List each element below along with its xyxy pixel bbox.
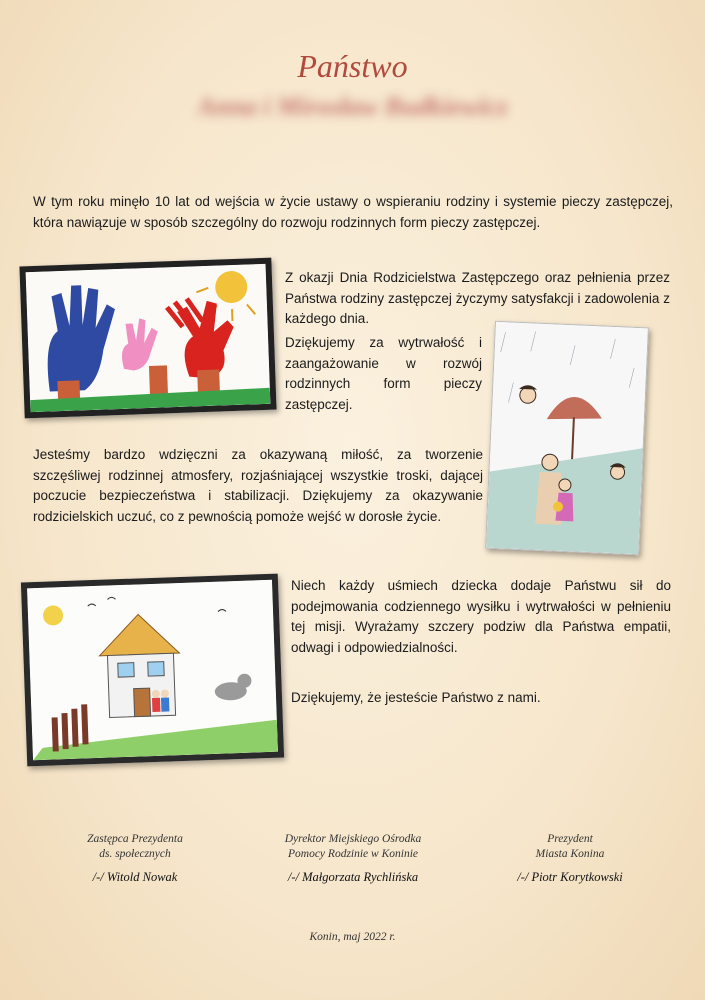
signature-mayor bbox=[475, 832, 665, 885]
place-date: Konin, maj 2022 r. bbox=[309, 931, 396, 943]
paragraph-closing: Dziękujemy, że jesteście Państwo z nami. bbox=[291, 690, 541, 705]
signature-role-line2: ds. społecznych bbox=[99, 848, 171, 860]
signature-name: /-/ Małgorzata Rychlińska bbox=[287, 870, 419, 884]
paragraph-thanks: Dziękujemy za wytrwałość i zaangażowanie w rozwój rodzinnych form pieczy zastępczej. bbox=[285, 335, 482, 412]
handprints-drawing bbox=[19, 258, 276, 419]
paragraph-intro: W tym roku minęło 10 lat od wejścia w życie ustawy o wspieraniu rodziny i systemie pieczy zastępczej, która nawiązuje w sposób szczególny do rozwoju rodzinnych form pieczy zastępczej. bbox=[33, 194, 673, 230]
recipients-names-blurred: Anna i Mirosław Budkiewicz bbox=[197, 92, 508, 121]
signature-role: Zastępca Prezydenta bbox=[87, 833, 183, 845]
signature-role-line2: Miasta Konina bbox=[535, 848, 605, 860]
signature-name: /-/ Piotr Korytkowski bbox=[517, 870, 623, 884]
umbrella-family-drawing bbox=[485, 321, 649, 556]
house-drawing bbox=[21, 574, 284, 767]
paragraph-wishes: Z okazji Dnia Rodzicielstwa Zastępczego oraz pełnienia przez Państwa rodziny zastępczej życzymy satysfakcji i zadowolenia z każdego dnia. bbox=[285, 270, 670, 326]
paragraph-gratitude: Jesteśmy bardzo wdzięczni za okazywaną miłość, za tworzenie szczęśliwej rodzinnej atmosfery, rozjaśniającej wszystkie troski, dającej poczucie bezpieczeństwa i stabilizacji. Dziękujemy za okazywanie rodzicielskich uczuć, co z pewnością pomoże wejść w dorosłe życie. bbox=[33, 447, 483, 524]
signature-director bbox=[258, 832, 448, 885]
page-title: Państwo bbox=[297, 48, 408, 84]
signature-name: /-/ Witold Nowak bbox=[92, 870, 178, 884]
signature-role: Dyrektor Miejskiego Ośrodka bbox=[284, 833, 422, 845]
signature-role-line2: Pomocy Rodzinie w Koninie bbox=[288, 848, 418, 860]
signature-role: Prezydent bbox=[547, 833, 593, 845]
signature-deputy-mayor bbox=[40, 832, 230, 885]
paragraph-admiration: Niech każdy uśmiech dziecka dodaje Państwu sił do podejmowania codziennego wysiłku i wytrwałości w pełnieniu tej misji. Wyrażamy szczery podziw dla Państwa empatii, odwagi i odpowiedzialności. bbox=[291, 578, 671, 655]
